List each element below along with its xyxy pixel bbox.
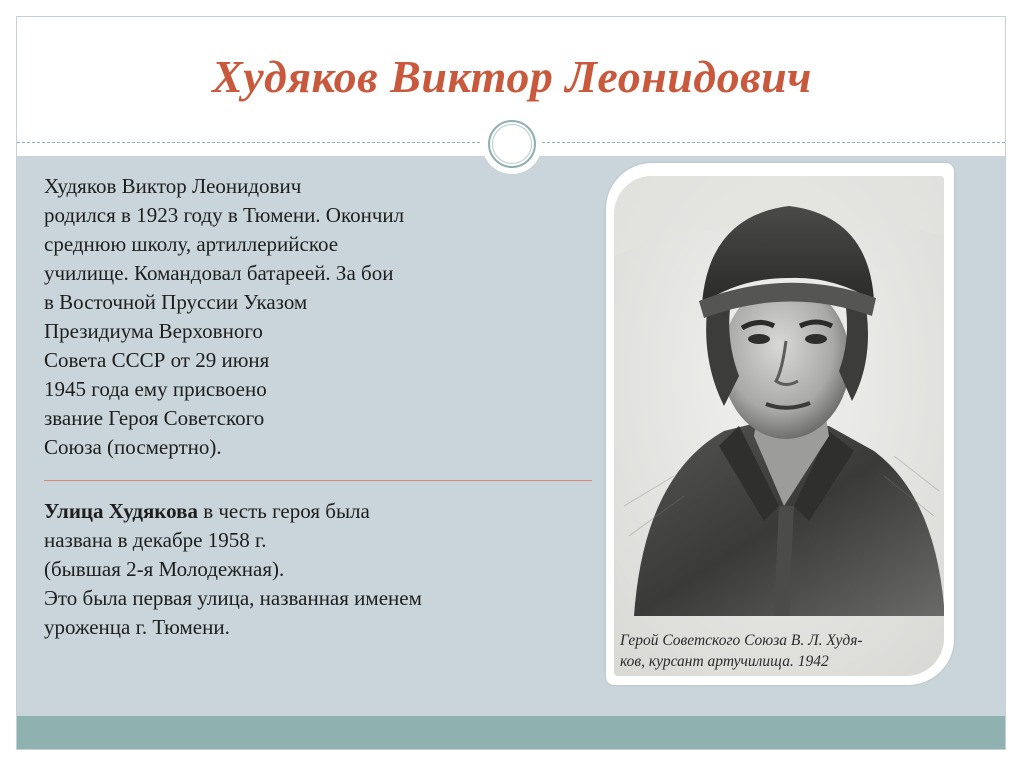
street-line	[44, 497, 584, 526]
portrait-illustration	[614, 176, 944, 676]
ornament-circle-inner-ring	[492, 124, 532, 164]
street-line: названа в декабре 1958 г.	[44, 528, 267, 552]
street-line-rest: в честь героя была	[197, 499, 370, 523]
biography-text	[44, 172, 514, 462]
bio-line: Совета СССР от 29 июня	[44, 348, 270, 372]
section-divider	[44, 480, 592, 481]
bio-line: в Восточной Пруссии Указом	[44, 290, 308, 314]
bio-line: Президиума Верховного	[44, 319, 263, 343]
portrait-photo	[614, 176, 944, 676]
bio-line: училище. Командовал батареей. За бои	[44, 261, 394, 285]
photo-caption	[620, 630, 940, 672]
street-line: (бывшая 2-я Молодежная).	[44, 557, 285, 581]
bio-line: 1945 года ему присвоено	[44, 377, 267, 401]
caption-line: Герой Советского Союза В. Л. Худя-	[620, 632, 863, 649]
bio-line: среднюю школу, артиллерийское	[44, 232, 339, 256]
bio-line: Худяков Виктор Леонидович	[44, 174, 302, 198]
bottom-band	[17, 716, 1005, 749]
bio-line: родился в 1923 году в Тюмени. Окончил	[44, 203, 405, 227]
bio-line: Союза (посмертно).	[44, 435, 222, 459]
slide-title: Худяков Виктор Леонидович	[212, 51, 812, 102]
caption-line: ков, курсант артучилища. 1942	[620, 653, 829, 670]
street-line: уроженца г. Тюмени.	[44, 615, 230, 639]
street-name: Улица Худякова	[44, 499, 198, 523]
street-text	[44, 497, 584, 642]
street-line: Это была первая улица, названная именем	[44, 586, 422, 610]
bio-line: звание Героя Советского	[44, 406, 265, 430]
